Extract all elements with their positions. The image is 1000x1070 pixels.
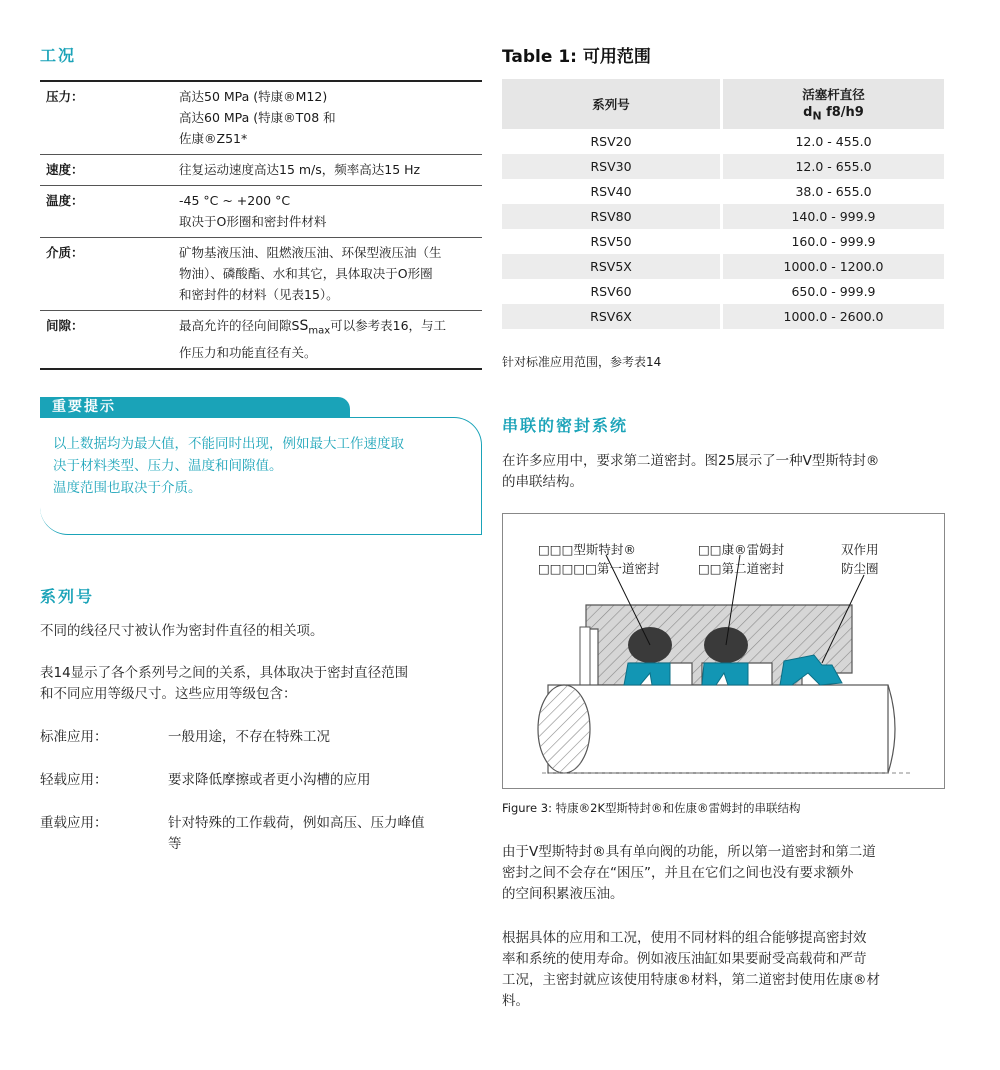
table-row xyxy=(502,229,944,254)
paragraph-line: 密封之间不会存在“困压”，并且在它们之间也没有要求额外 xyxy=(502,865,854,881)
figure-label-1 xyxy=(538,540,660,578)
header-series: 系列号 xyxy=(502,79,722,129)
header-d-sub: N xyxy=(812,109,822,123)
figure-label-line: 双作用 xyxy=(841,542,879,557)
condition-line: -45 °C ~ +200 °C xyxy=(179,193,291,208)
note-text xyxy=(53,433,473,499)
cell-range: 12.0 - 455.0 xyxy=(795,134,872,149)
condition-line: 高达50 MPa (特康®M12) xyxy=(179,89,328,104)
table-row xyxy=(502,254,944,279)
header-d: d xyxy=(803,105,813,121)
paragraph-line: 表14显示了各个系列号之间的关系，具体取决于密封直径范围 xyxy=(40,665,409,681)
condition-value xyxy=(179,242,482,305)
cell-series: RSV20 xyxy=(502,129,722,154)
gap-text-pre: 最高允许的径向间隙S xyxy=(179,318,300,333)
paragraph-line: 和不同应用等级尺寸。这些应用等级包含： xyxy=(40,686,297,702)
figure-label-line: □□□□□第一道密封 xyxy=(538,561,660,576)
seal-ring-2 xyxy=(702,663,748,685)
condition-key: 速度： xyxy=(46,162,84,177)
conditions-table xyxy=(40,80,482,370)
condition-line: 作压力和功能直径有关。 xyxy=(179,344,317,360)
paragraph-line: 的空间积累液压油。 xyxy=(502,886,624,902)
housing-lip xyxy=(580,627,590,687)
note-line: 决于材料类型、压力、温度和间隙值。 xyxy=(53,458,283,474)
condition-line: 取决于O形圈和密封件材料 xyxy=(179,214,327,229)
figure-label-3 xyxy=(841,540,879,578)
condition-row-media xyxy=(40,238,482,311)
figure-caption-prefix: Figure 3: xyxy=(502,801,552,815)
header-rod-symbol xyxy=(723,105,944,123)
gap-subscript: max xyxy=(308,325,331,337)
table-row xyxy=(502,204,944,229)
cell-range: 1000.0 - 2600.0 xyxy=(722,304,945,329)
cell-series: RSV30 xyxy=(502,154,722,179)
definition-desc: 一般用途，不存在特殊工况 xyxy=(168,729,330,745)
paragraph-line: 工况，主密封就应该使用特康®材料，第二道密封使用佐康®材 xyxy=(502,972,880,988)
rod xyxy=(548,685,888,773)
figure-caption-text: 特康®2K型斯特封®和佐康®雷姆封的串联结构 xyxy=(555,801,801,815)
paragraph-check-valve xyxy=(502,842,952,905)
table-title-prefix: Table 1: xyxy=(502,47,577,67)
paragraph-line: 在许多应用中，要求第二道密封。图25展示了一种V型斯特封® xyxy=(502,453,880,469)
condition-key: 压力： xyxy=(46,89,84,104)
series-heading: 系列号 xyxy=(40,587,95,606)
note-line: 温度范围也取决于介质。 xyxy=(53,480,202,496)
condition-value xyxy=(179,86,482,149)
definition-term: 重载应用： xyxy=(40,815,108,831)
figure-label-line: □□□型斯特封® xyxy=(538,542,636,557)
header-tolerance: f8/h9 xyxy=(826,105,864,121)
cell-series: RSV40 xyxy=(502,179,722,204)
condition-line: 和密封件的材料（见表15）。 xyxy=(179,287,339,302)
definition-line: 等 xyxy=(168,836,182,852)
header-rod-diameter xyxy=(722,79,945,129)
condition-line: 物油）、磷酸酯、水和其它，具体取决于O形圈 xyxy=(179,266,433,281)
condition-line: 佐康®Z51* xyxy=(179,131,248,146)
table-header-row xyxy=(502,79,944,129)
seal-ring-1 xyxy=(624,663,670,685)
condition-key: 介质： xyxy=(46,245,84,260)
rod-end-hatch xyxy=(538,685,590,773)
rod-right-end xyxy=(888,685,895,773)
condition-key: 间隙： xyxy=(46,318,84,333)
definition-term: 标准应用： xyxy=(40,729,108,745)
table-title-text: 可用范围 xyxy=(582,47,651,67)
paragraph-line: 由于V型斯特封®具有单向阀的功能，所以第一道密封和第二道 xyxy=(502,844,876,860)
condition-line: 高达60 MPa (特康®T08 和 xyxy=(179,110,336,125)
header-rod-label: 活塞杆直径 xyxy=(802,87,865,103)
condition-row-pressure xyxy=(40,82,482,155)
condition-line: 最高允许的径向间隙$SS_{max}$可以参考表16，与工 xyxy=(179,318,447,337)
cell-range: 1000.0 - 1200.0 xyxy=(722,254,945,279)
definition-term: 轻载应用： xyxy=(40,772,108,788)
cell-series: RSV50 xyxy=(502,229,722,254)
paragraph-line: 料。 xyxy=(502,993,529,1009)
range-table xyxy=(502,79,944,329)
figure-label-line: 防尘圈 xyxy=(841,561,879,576)
cell-series: RSV60 xyxy=(502,279,722,304)
definition-desc xyxy=(168,813,480,855)
cell-range: 38.0 - 655.0 xyxy=(795,184,872,199)
cell-range: 160.0 - 999.9 xyxy=(791,234,876,249)
condition-value xyxy=(179,190,482,232)
condition-value xyxy=(179,315,482,363)
condition-key: 温度： xyxy=(46,193,84,208)
series-paragraph-2 xyxy=(40,663,408,705)
gap-text-post: 可以参考表16，与工 xyxy=(330,318,447,333)
definition-line: 针对特殊的工作载荷，例如高压、压力峰值 xyxy=(168,815,425,831)
condition-line: 矿物基液压油、阻燃液压油、环保型液压油（生 xyxy=(179,245,442,260)
paragraph-line: 根据具体的应用和工况，使用不同材料的组合能够提高密封效 xyxy=(502,930,867,946)
tandem-heading: 串联的密封系统 xyxy=(502,416,629,435)
note-title: 重要提示 xyxy=(40,397,350,417)
table-row xyxy=(502,129,944,154)
table-row xyxy=(502,179,944,204)
figure-label-line: □□康®雷姆封 xyxy=(698,542,785,557)
cell-range: 140.0 - 999.9 xyxy=(722,204,945,229)
paragraph-line: 率和系统的使用寿命。例如液压油缸如果要耐受高载荷和严苛 xyxy=(502,951,867,967)
table-row xyxy=(502,279,944,304)
condition-row-speed xyxy=(40,155,482,186)
condition-line: 往复运动速度高达15 m/s，频率高达15 Hz xyxy=(179,162,421,177)
paragraph-materials xyxy=(502,928,952,1012)
cell-range: 12.0 - 655.0 xyxy=(722,154,945,179)
conditions-heading: 工况 xyxy=(40,46,77,65)
figure-caption xyxy=(502,800,800,816)
cell-series: RSV80 xyxy=(502,204,722,229)
table-row xyxy=(502,154,944,179)
figure-label-line: □□第二道密封 xyxy=(698,561,785,576)
condition-row-gap xyxy=(40,311,482,370)
condition-row-temperature xyxy=(40,186,482,238)
cell-range: 650.0 - 999.9 xyxy=(791,284,876,299)
table-note: 针对标准应用范围，参考表14 xyxy=(502,355,662,369)
series-paragraph-1: 不同的线径尺寸被认作为密封件直径的相关项。 xyxy=(40,623,324,639)
figure-label-2 xyxy=(698,540,784,578)
definition-desc: 要求降低摩擦或者更小沟槽的应用 xyxy=(168,772,371,788)
cell-series: RSV6X xyxy=(502,304,722,329)
paragraph-line: 的串联结构。 xyxy=(502,474,583,490)
cell-series: RSV5X xyxy=(502,254,722,279)
condition-value xyxy=(179,159,482,180)
note-line: 以上数据均为最大值，不能同时出现，例如最大工作速度取 xyxy=(53,436,404,452)
table-title xyxy=(502,42,651,67)
table-row xyxy=(502,304,944,329)
tandem-paragraph-1 xyxy=(502,451,952,493)
